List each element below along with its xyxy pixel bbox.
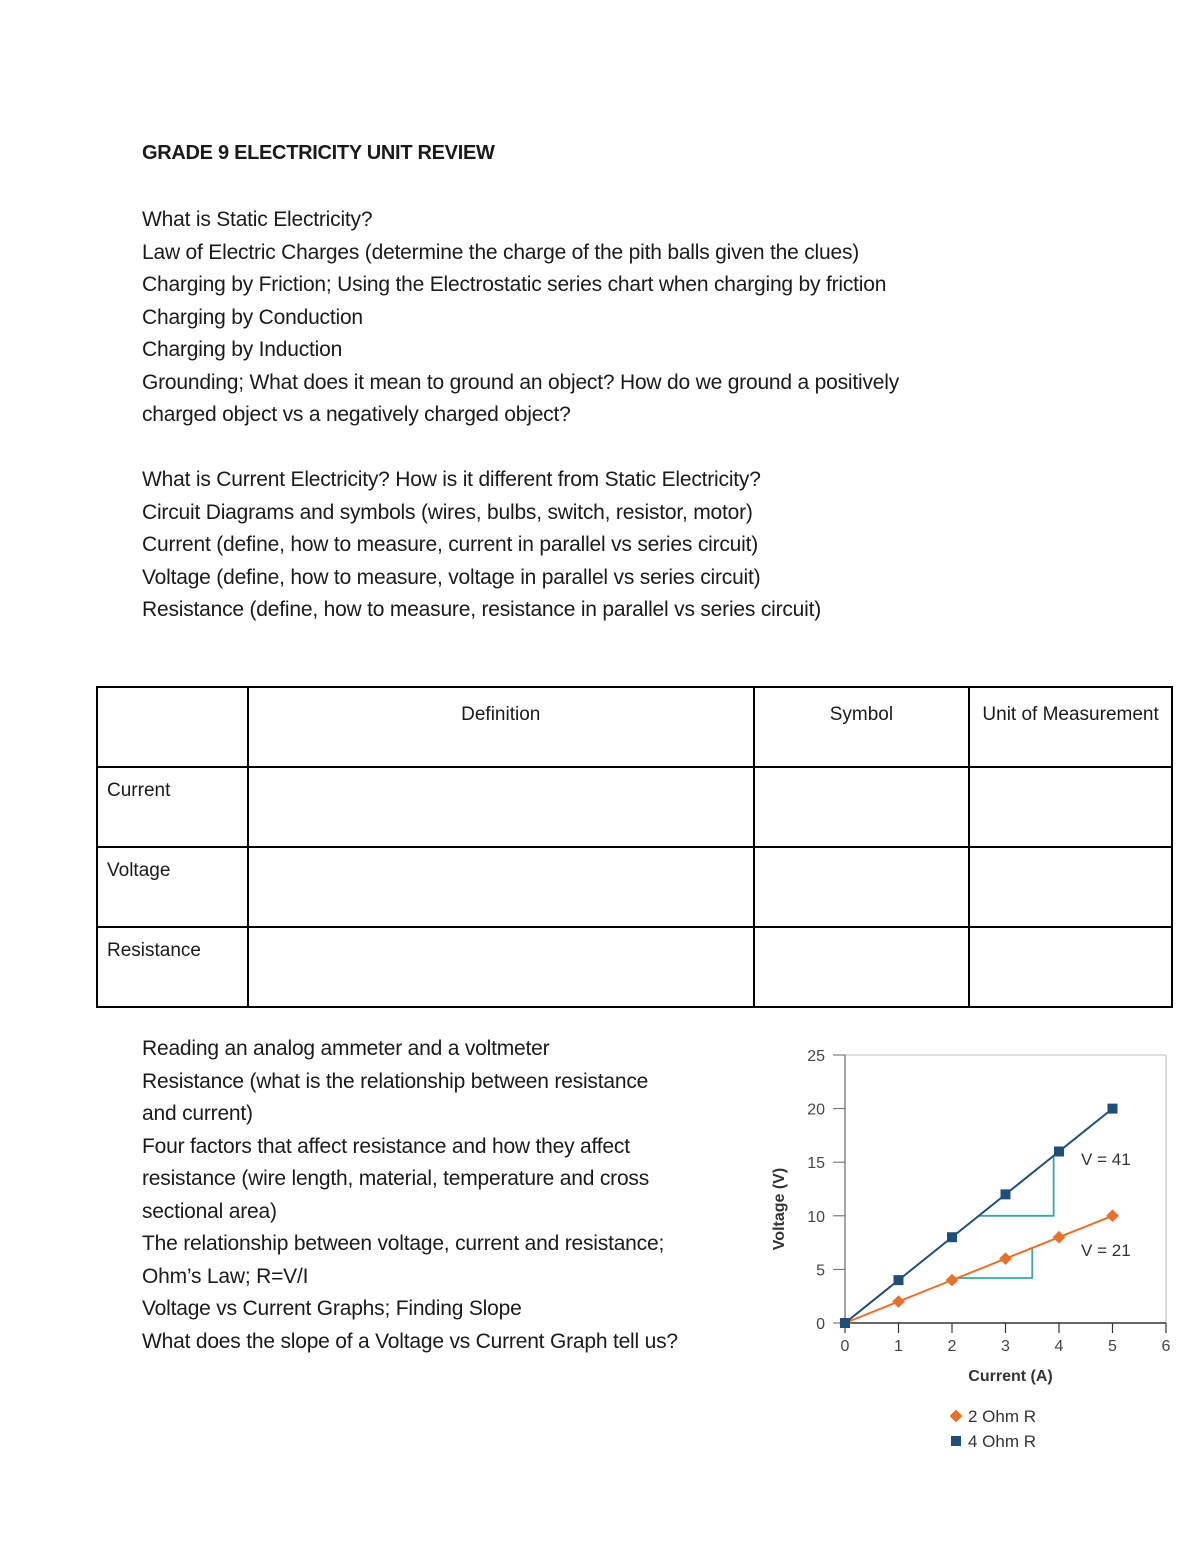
topic-line: What does the slope of a Voltage vs Current Graph tell us? (142, 1329, 678, 1353)
data-point-diamond (946, 1274, 959, 1287)
cell-definition (248, 927, 754, 1007)
x-tick-label: 2 (947, 1338, 957, 1355)
y-tick-label: 15 (807, 1155, 825, 1173)
data-point-square (1054, 1146, 1064, 1156)
y-tick-label: 20 (807, 1101, 825, 1119)
data-point-diamond (999, 1252, 1012, 1265)
legend-label: 2 Ohm R (968, 1407, 1037, 1426)
data-point-diamond (1053, 1231, 1066, 1244)
topic-line: and current) (142, 1102, 253, 1125)
topic-line: The relationship between voltage, current and resistance; (142, 1232, 665, 1255)
row-label-voltage: Voltage (97, 847, 248, 927)
topic-line: Reading an analog ammeter and a voltmeter (142, 1037, 550, 1060)
y-tick-label: 25 (807, 1048, 825, 1065)
data-point-diamond (892, 1295, 905, 1308)
cell-unit (969, 767, 1172, 847)
topic-line: Resistance (what is the relationship between resistance (142, 1069, 649, 1093)
data-point-square (894, 1275, 904, 1285)
x-tick-label: 4 (1054, 1338, 1064, 1355)
topic-line: What is Current Electricity? How is it different from Static Electricity? (142, 468, 761, 491)
table-header-corner (97, 687, 248, 767)
topic-line: Current (define, how to measure, current in parallel vs series circuit) (142, 533, 759, 556)
topic-line: resistance (wire length, material, temperature and cross (142, 1167, 650, 1190)
series-line-2 (845, 1109, 1113, 1323)
row-label-current: Current (97, 767, 248, 847)
slope-annotation: V = 21 (1081, 1241, 1131, 1261)
topic-line: Voltage (define, how to measure, voltage in parallel vs series circuit) (142, 565, 761, 589)
topic-line: Charging by Induction (142, 338, 343, 361)
x-tick-label: 3 (1001, 1338, 1010, 1355)
cell-unit (969, 847, 1172, 927)
topic-line: Law of Electric Charges (determine the charge of the pith balls given the clues) (142, 240, 860, 264)
data-point-square (947, 1232, 957, 1242)
topic-line: Resistance (define, how to measure, resistance in parallel vs series circuit) (142, 598, 822, 621)
topic-line: What is Static Electricity? (142, 208, 373, 231)
cell-definition (248, 847, 754, 927)
review-table (96, 686, 1173, 1008)
topic-line: Grounding; What does it mean to ground an object? How do we ground a positively (142, 370, 899, 394)
row-label-resistance: Resistance (97, 927, 248, 1007)
topic-line: charged object vs a negatively charged object? (142, 403, 571, 426)
current-electricity-topics (142, 464, 821, 627)
page-title: GRADE 9 ELECTRICITY UNIT REVIEW (142, 142, 495, 164)
slope-annotation: V = 41 (1081, 1149, 1131, 1169)
table-header-symbol: Symbol (754, 687, 970, 767)
data-point-square (840, 1318, 850, 1328)
cell-symbol (754, 927, 970, 1007)
cell-unit (969, 927, 1172, 1007)
cell-definition (248, 767, 754, 847)
y-tick-label: 10 (807, 1208, 825, 1226)
y-tick-label: 0 (816, 1316, 825, 1333)
topic-line: Voltage vs Current Graphs; Finding Slope (142, 1297, 522, 1320)
legend-marker-diamond (950, 1410, 963, 1423)
series-line-1 (845, 1216, 1113, 1323)
topic-line: Four factors that affect resistance and how they affect (142, 1134, 630, 1158)
y-axis-title: Voltage (V) (771, 1167, 788, 1251)
y-tick-label: 5 (816, 1262, 825, 1280)
x-tick-label: 0 (840, 1338, 850, 1355)
legend-label: 4 Ohm R (968, 1432, 1037, 1451)
x-axis-title: Current (A) (968, 1368, 1053, 1385)
cell-symbol (754, 847, 970, 927)
table-row (97, 927, 1172, 1007)
data-point-diamond (1106, 1209, 1119, 1222)
voltage-current-chart (760, 1035, 1180, 1465)
x-tick-label: 6 (1161, 1338, 1171, 1355)
ohms-law-topics (142, 1033, 678, 1358)
table-header-unit: Unit of Measurement (969, 687, 1172, 767)
table-header-definition: Definition (248, 687, 754, 767)
topic-line: Charging by Friction; Using the Electrostatic series chart when charging by friction (142, 273, 887, 296)
topic-line: Circuit Diagrams and symbols (wires, bulbs, switch, resistor, motor) (142, 500, 753, 524)
static-electricity-topics (142, 204, 899, 432)
x-tick-label: 1 (894, 1338, 903, 1355)
table-header-row (97, 687, 1172, 767)
legend-marker-square (951, 1436, 961, 1446)
cell-symbol (754, 767, 970, 847)
topic-line: Ohm’s Law; R=V/I (142, 1264, 309, 1288)
data-point-square (1001, 1189, 1011, 1199)
data-point-square (1108, 1104, 1118, 1114)
topic-line: sectional area) (142, 1199, 277, 1223)
table-row (97, 847, 1172, 927)
topic-line: Charging by Conduction (142, 305, 363, 329)
table-row (97, 767, 1172, 847)
x-tick-label: 5 (1108, 1338, 1117, 1355)
